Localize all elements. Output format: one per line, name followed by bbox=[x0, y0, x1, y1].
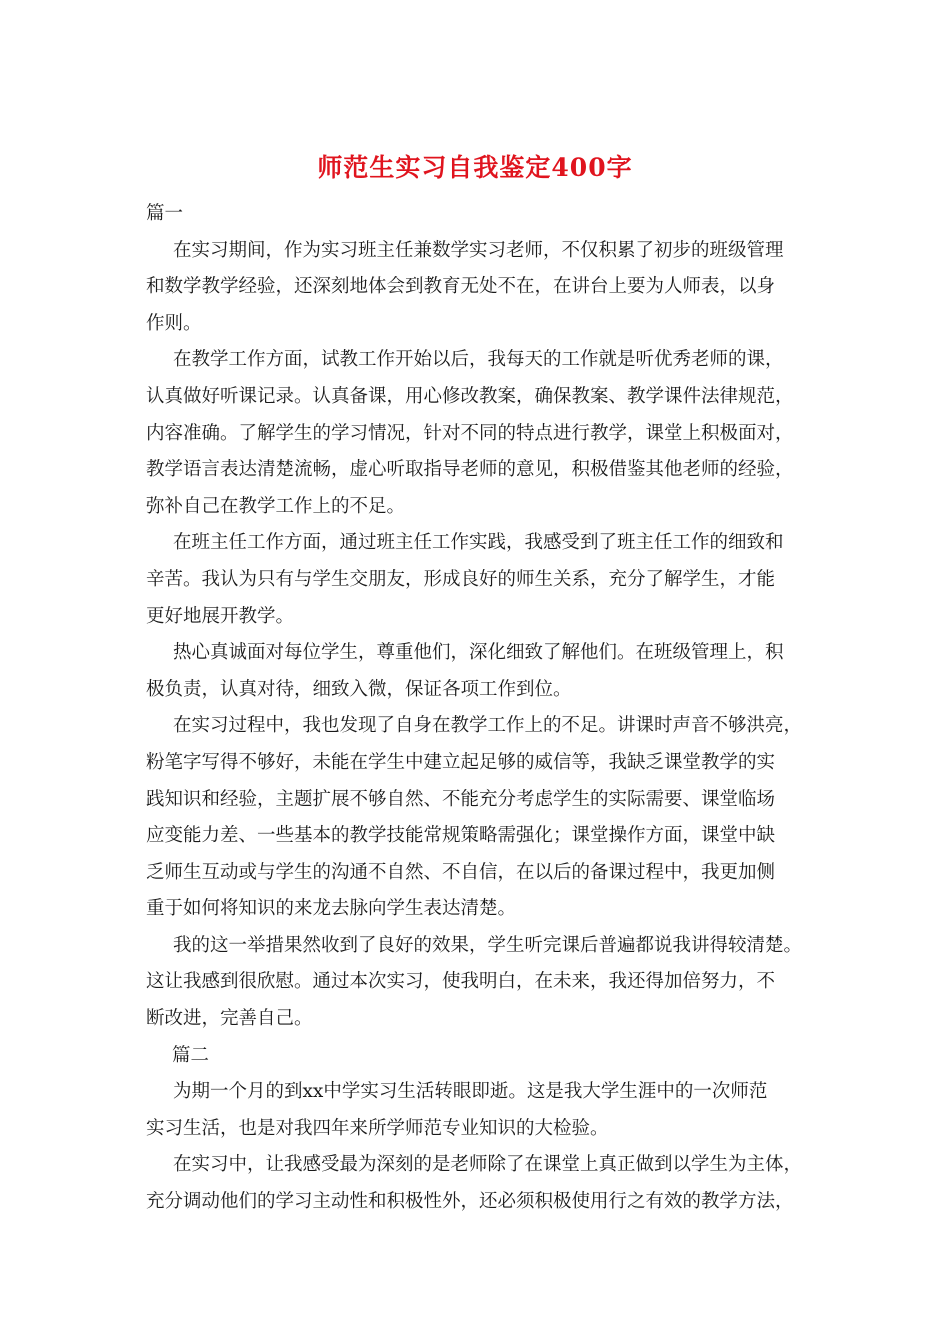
paragraph bbox=[146, 233, 818, 343]
paragraph-line: 这让我感到很欣慰。通过本次实习，使我明白，在未来，我还得加倍努力，不 bbox=[146, 971, 776, 993]
paragraph bbox=[146, 635, 818, 708]
section-label-2: 篇二 bbox=[172, 1044, 210, 1066]
paragraph bbox=[146, 928, 818, 1038]
paragraph-line: 在实习过程中，我也发现了自身在教学工作上的不足。讲课时声音不够洪亮， bbox=[173, 715, 803, 737]
paragraph-line: 在实习中，让我感受最为深刻的是老师除了在课堂上真正做到以学生为主体， bbox=[173, 1154, 803, 1176]
paragraph-line: 断改进，完善自己。 bbox=[146, 1008, 313, 1030]
paragraph-line: 辛苦。我认为只有与学生交朋友，形成良好的师生关系，充分了解学生，才能 bbox=[146, 568, 776, 590]
document-title: 师范生实习自我鉴定400字 bbox=[317, 153, 633, 182]
paragraph-line: 和数学教学经验，还深刻地体会到教育无处不在，在讲台上要为人师表，以身 bbox=[146, 276, 776, 298]
paragraph-line: 教学语言表达清楚流畅，虚心听取指导老师的意见，积极借鉴其他老师的经验， bbox=[146, 459, 794, 481]
paragraph-line: 粉笔字写得不够好，未能在学生中建立起足够的威信等，我缺乏课堂教学的实 bbox=[146, 751, 776, 773]
paragraph bbox=[146, 525, 818, 635]
paragraph bbox=[146, 708, 818, 928]
paragraph-line: 在教学工作方面，试教工作开始以后，我每天的工作就是听优秀老师的课， bbox=[173, 349, 784, 371]
paragraph-line: 乏师生互动或与学生的沟通不自然、不自信，在以后的备课过程中，我更加侧 bbox=[146, 861, 776, 883]
paragraph bbox=[146, 342, 818, 525]
paragraph-line: 应变能力差、一些基本的教学技能常规策略需强化；课堂操作方面，课堂中缺 bbox=[146, 825, 776, 847]
paragraph-line: 弥补自己在教学工作上的不足。 bbox=[146, 495, 406, 517]
paragraph bbox=[146, 1074, 818, 1147]
section-label-1: 篇一 bbox=[146, 203, 184, 224]
paragraph-line: 作则。 bbox=[146, 312, 202, 334]
paragraph-line: 更好地展开教学。 bbox=[146, 605, 295, 627]
paragraph-line: 重于如何将知识的来龙去脉向学生表达清楚。 bbox=[146, 898, 517, 920]
paragraph-line: 充分调动他们的学习主动性和积极性外，还必须积极使用行之有效的教学方法， bbox=[146, 1191, 794, 1213]
paragraph-line: 认真做好听课记录。认真备课，用心修改教案，确保教案、教学课件法律规范， bbox=[146, 385, 794, 407]
paragraph bbox=[146, 1147, 818, 1220]
paragraph-line: 在班主任工作方面，通过班主任工作实践，我感受到了班主任工作的细致和 bbox=[173, 532, 784, 554]
paragraph-line: 热心真诚面对每位学生，尊重他们，深化细致了解他们。在班级管理上，积 bbox=[173, 642, 784, 664]
paragraph-line: 我的这一举措果然收到了良好的效果，学生听完课后普遍都说我讲得较清楚。 bbox=[173, 934, 803, 956]
paragraph-line: 极负责，认真对待，细致入微，保证各项工作到位。 bbox=[146, 678, 572, 700]
paragraph-line: 内容准确。了解学生的学习情况，针对不同的特点进行教学，课堂上积极面对， bbox=[146, 422, 794, 444]
paragraph-line: 实习生活，也是对我四年来所学师范专业知识的大检验。 bbox=[146, 1117, 609, 1139]
document-body bbox=[146, 196, 818, 1221]
paragraph-line: 践知识和经验，主题扩展不够自然、不能充分考虑学生的实际需要、课堂临场 bbox=[146, 788, 776, 810]
paragraph-line: 为期一个月的到xx中学实习生活转眼即逝。这是我大学生涯中的一次师范 bbox=[173, 1081, 768, 1103]
paragraph-line: 在实习期间，作为实习班主任兼数学实习老师，不仅积累了初步的班级管理 bbox=[173, 239, 784, 261]
